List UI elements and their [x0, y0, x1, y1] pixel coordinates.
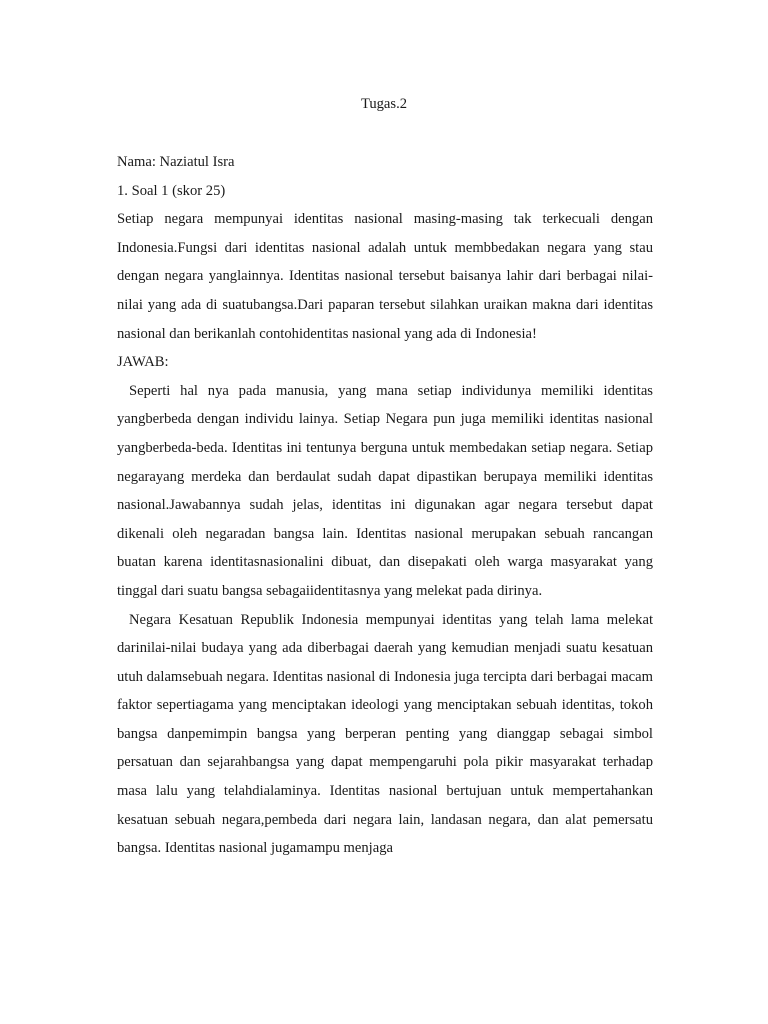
question-header: 1. Soal 1 (skor 25) — [117, 182, 226, 199]
name-line: Nama: Naziatul Isra — [117, 154, 235, 170]
document-body — [117, 148, 653, 863]
answer-paragraph-2: Negara Kesatuan Republik Indonesia mempunyai identitas yang telah lama melekat darinilai-nilai budaya yang ada diberbagai daerah yang kemudian menjadi suatu kesatuan utuh dalamsebuah negara. Identitas nasional di Indonesia juga tercipta dari berbagai macam faktor sepertiagama yang menciptakan ideologi yang menciptakan sebuah identitas, tokoh bangsa danpemimpin bangsa yang berperan penting yang dianggap sebagai simbol persatuan dan sejarahbangsa yang dapat mempengaruhi pola pikir masyarakat terhadap masa lalu yang telahdialaminya. Identitas nasional bertujuan untuk mempertahankan kesatuan sebuah negara,pembeda dari negara lain, landasan negara, dan alat pemersatu bangsa. Identitas nasional jugamampu menjaga — [117, 611, 653, 857]
question-paragraph: Setiap negara mempunyai identitas nasional masing-masing tak terkecuali dengan Indonesia.Fungsi dari identitas nasional adalah untuk membbedakan negara yang stau dengan negara yanglainnya. Identitas nasional tersebut baisanya lahir dari berbagai nilai-nilai yang ada di suatubangsa.Dari paparan tersebut silahkan uraikan makna dari identitas nasional dan berikanlah contohidentitas nasional yang ada di Indonesia! — [117, 211, 653, 342]
answer-label: JAWAB: — [117, 354, 169, 371]
page-title: Tugas.2 — [360, 96, 408, 112]
answer-paragraph-1: Seperti hal nya pada manusia, yang mana setiap individunya memiliki identitas yangberbeda dengan individu lainya. Setiap Negara pun juga memiliki identitas nasional yangberbeda-beda. Identitas ini tentunya berguna untuk membedakan setiap negara. Setiap negarayang merdeka dan berdaulat sudah dapat dipastikan berupaya memiliki identitas nasional.Jawabannya sudah jelas, identitas ini digunakan agar negara tersebut dapat dikenali oleh negaradan bangsa lain. Identitas nasional merupakan sebuah rancangan buatan karena identitasnasionalini dibuat, dan disepakati oleh warga masyarakat yang tinggal dari suatu bangsa sebagaiidentitasnya yang melekat pada dirinya. — [117, 382, 653, 599]
